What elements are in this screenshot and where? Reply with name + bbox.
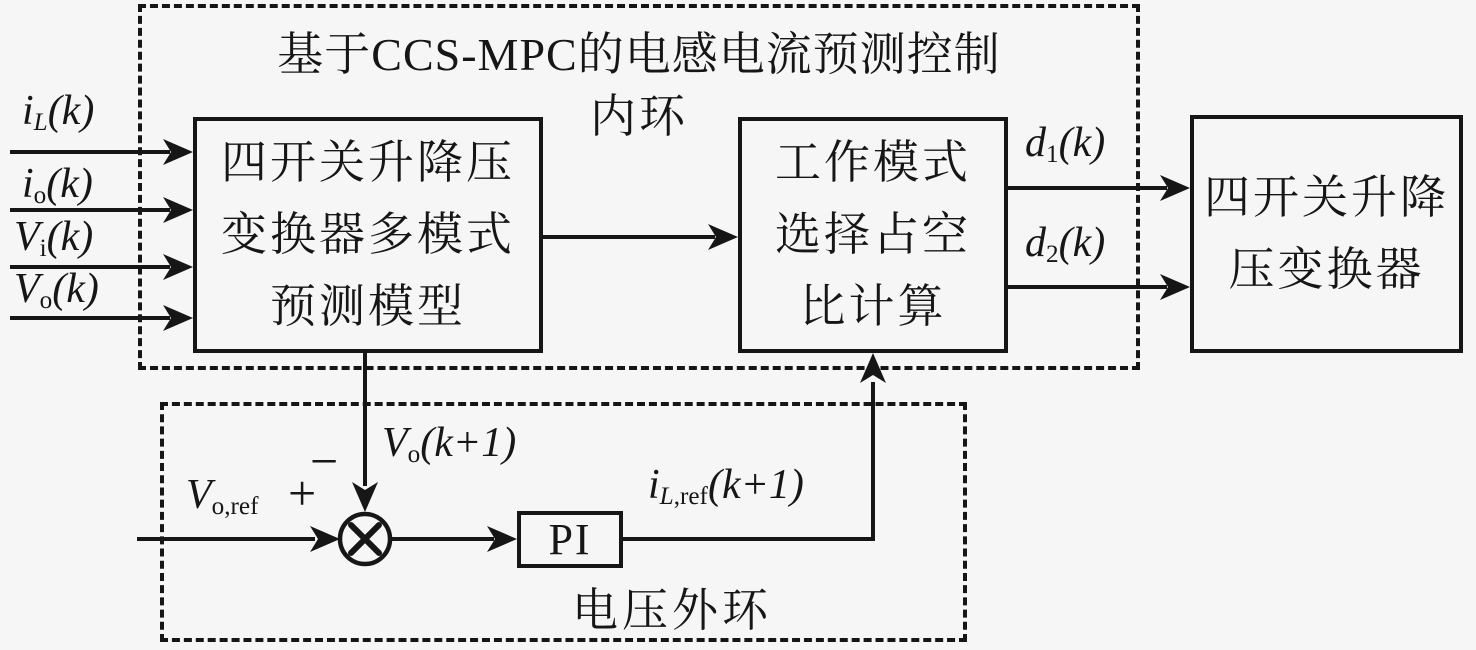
duty-cycle-calc-line-2: 选择占空 [775,209,971,260]
wire-ilref-to-dutycycle [623,382,873,539]
pi-label: PI [548,514,592,564]
signal-label-d2-k: d2(k) [1025,220,1106,269]
outer-loop-label: 电压外环 [572,585,772,636]
converter-line-1: 四开关升降 [1204,172,1449,223]
duty-cycle-calc-line-3: 比计算 [799,281,947,332]
arrowhead-vok1-down [352,482,378,512]
signal-label-vo-k1: Vo(k+1) [382,420,517,469]
prediction-model-line-1: 四开关升降压 [221,137,515,188]
minus-sign: − [310,433,339,489]
signal-label-vo-ref: Vo,ref [186,472,259,521]
duty-cycle-calc-block [738,117,1008,353]
signal-label-d1-k: d1(k) [1025,120,1106,169]
signal-label-il-k: iL(k) [22,88,95,137]
signal-label-il-ref-k1: iL,ref(k+1) [648,462,804,511]
duty-cycle-calc-line-1: 工作模式 [775,137,971,188]
prediction-model-line-2: 变换器多模式 [221,209,515,260]
pi-controller-block [517,511,623,568]
signal-label-vi-k: Vi(k) [14,214,94,263]
converter-block [1190,115,1463,353]
plus-sign: + [288,465,317,521]
prediction-model-block [193,117,543,353]
arrowhead-ilref-up [860,353,886,383]
prediction-model-line-3: 预测模型 [270,281,466,332]
summing-junction [340,514,390,564]
converter-line-2: 压变换器 [1228,244,1425,295]
inner-loop-subtitle: 内环 [590,91,688,142]
inner-loop-title: 基于CCS-MPC的电感电流预测控制 [277,29,1001,80]
signal-label-vo-k: Vo(k) [14,266,99,315]
signal-label-io-k: io(k) [22,161,93,210]
